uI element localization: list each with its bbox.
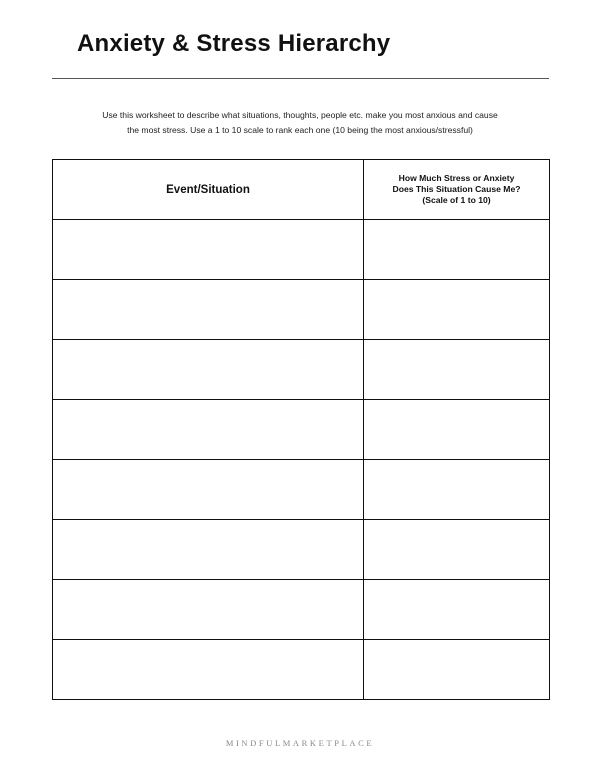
header-stress-rating-line-1: How Much Stress or Anxiety <box>398 173 515 183</box>
rating-cell[interactable] <box>364 220 550 280</box>
title-divider <box>52 78 549 79</box>
header-stress-rating <box>364 160 550 220</box>
table-row <box>53 280 550 340</box>
instructions-line-2: the most stress. Use a 1 to 10 scale to rank each one (10 being the most anxious/stressful) <box>127 125 473 135</box>
table-row <box>53 460 550 520</box>
header-stress-rating-line-3: (Scale of 1 to 10) <box>422 195 491 205</box>
instructions <box>70 108 530 138</box>
table-row <box>53 520 550 580</box>
table-row <box>53 340 550 400</box>
instructions-line-1: Use this worksheet to describe what situations, thoughts, people etc. make you most anxious and cause <box>102 110 498 120</box>
rating-cell[interactable] <box>364 280 550 340</box>
rating-cell[interactable] <box>364 520 550 580</box>
rating-cell[interactable] <box>364 640 550 700</box>
event-cell[interactable] <box>53 280 364 340</box>
header-event-situation: Event/Situation <box>53 160 364 220</box>
page-title: Anxiety & Stress Hierarchy <box>77 30 391 57</box>
event-cell[interactable] <box>53 520 364 580</box>
event-cell[interactable] <box>53 340 364 400</box>
header-stress-rating-line-2: Does This Situation Cause Me? <box>392 184 521 194</box>
table-row <box>53 400 550 460</box>
table-row <box>53 640 550 700</box>
rating-cell[interactable] <box>364 460 550 520</box>
table-row <box>53 220 550 280</box>
table-header-row <box>53 160 550 220</box>
rating-cell[interactable] <box>364 580 550 640</box>
event-cell[interactable] <box>53 220 364 280</box>
hierarchy-table <box>52 159 550 700</box>
rating-cell[interactable] <box>364 340 550 400</box>
event-cell[interactable] <box>53 400 364 460</box>
table-row <box>53 580 550 640</box>
footer-brand: MINDFULMARKETPLACE <box>225 738 375 748</box>
event-cell[interactable] <box>53 580 364 640</box>
rating-cell[interactable] <box>364 400 550 460</box>
event-cell[interactable] <box>53 460 364 520</box>
event-cell[interactable] <box>53 640 364 700</box>
